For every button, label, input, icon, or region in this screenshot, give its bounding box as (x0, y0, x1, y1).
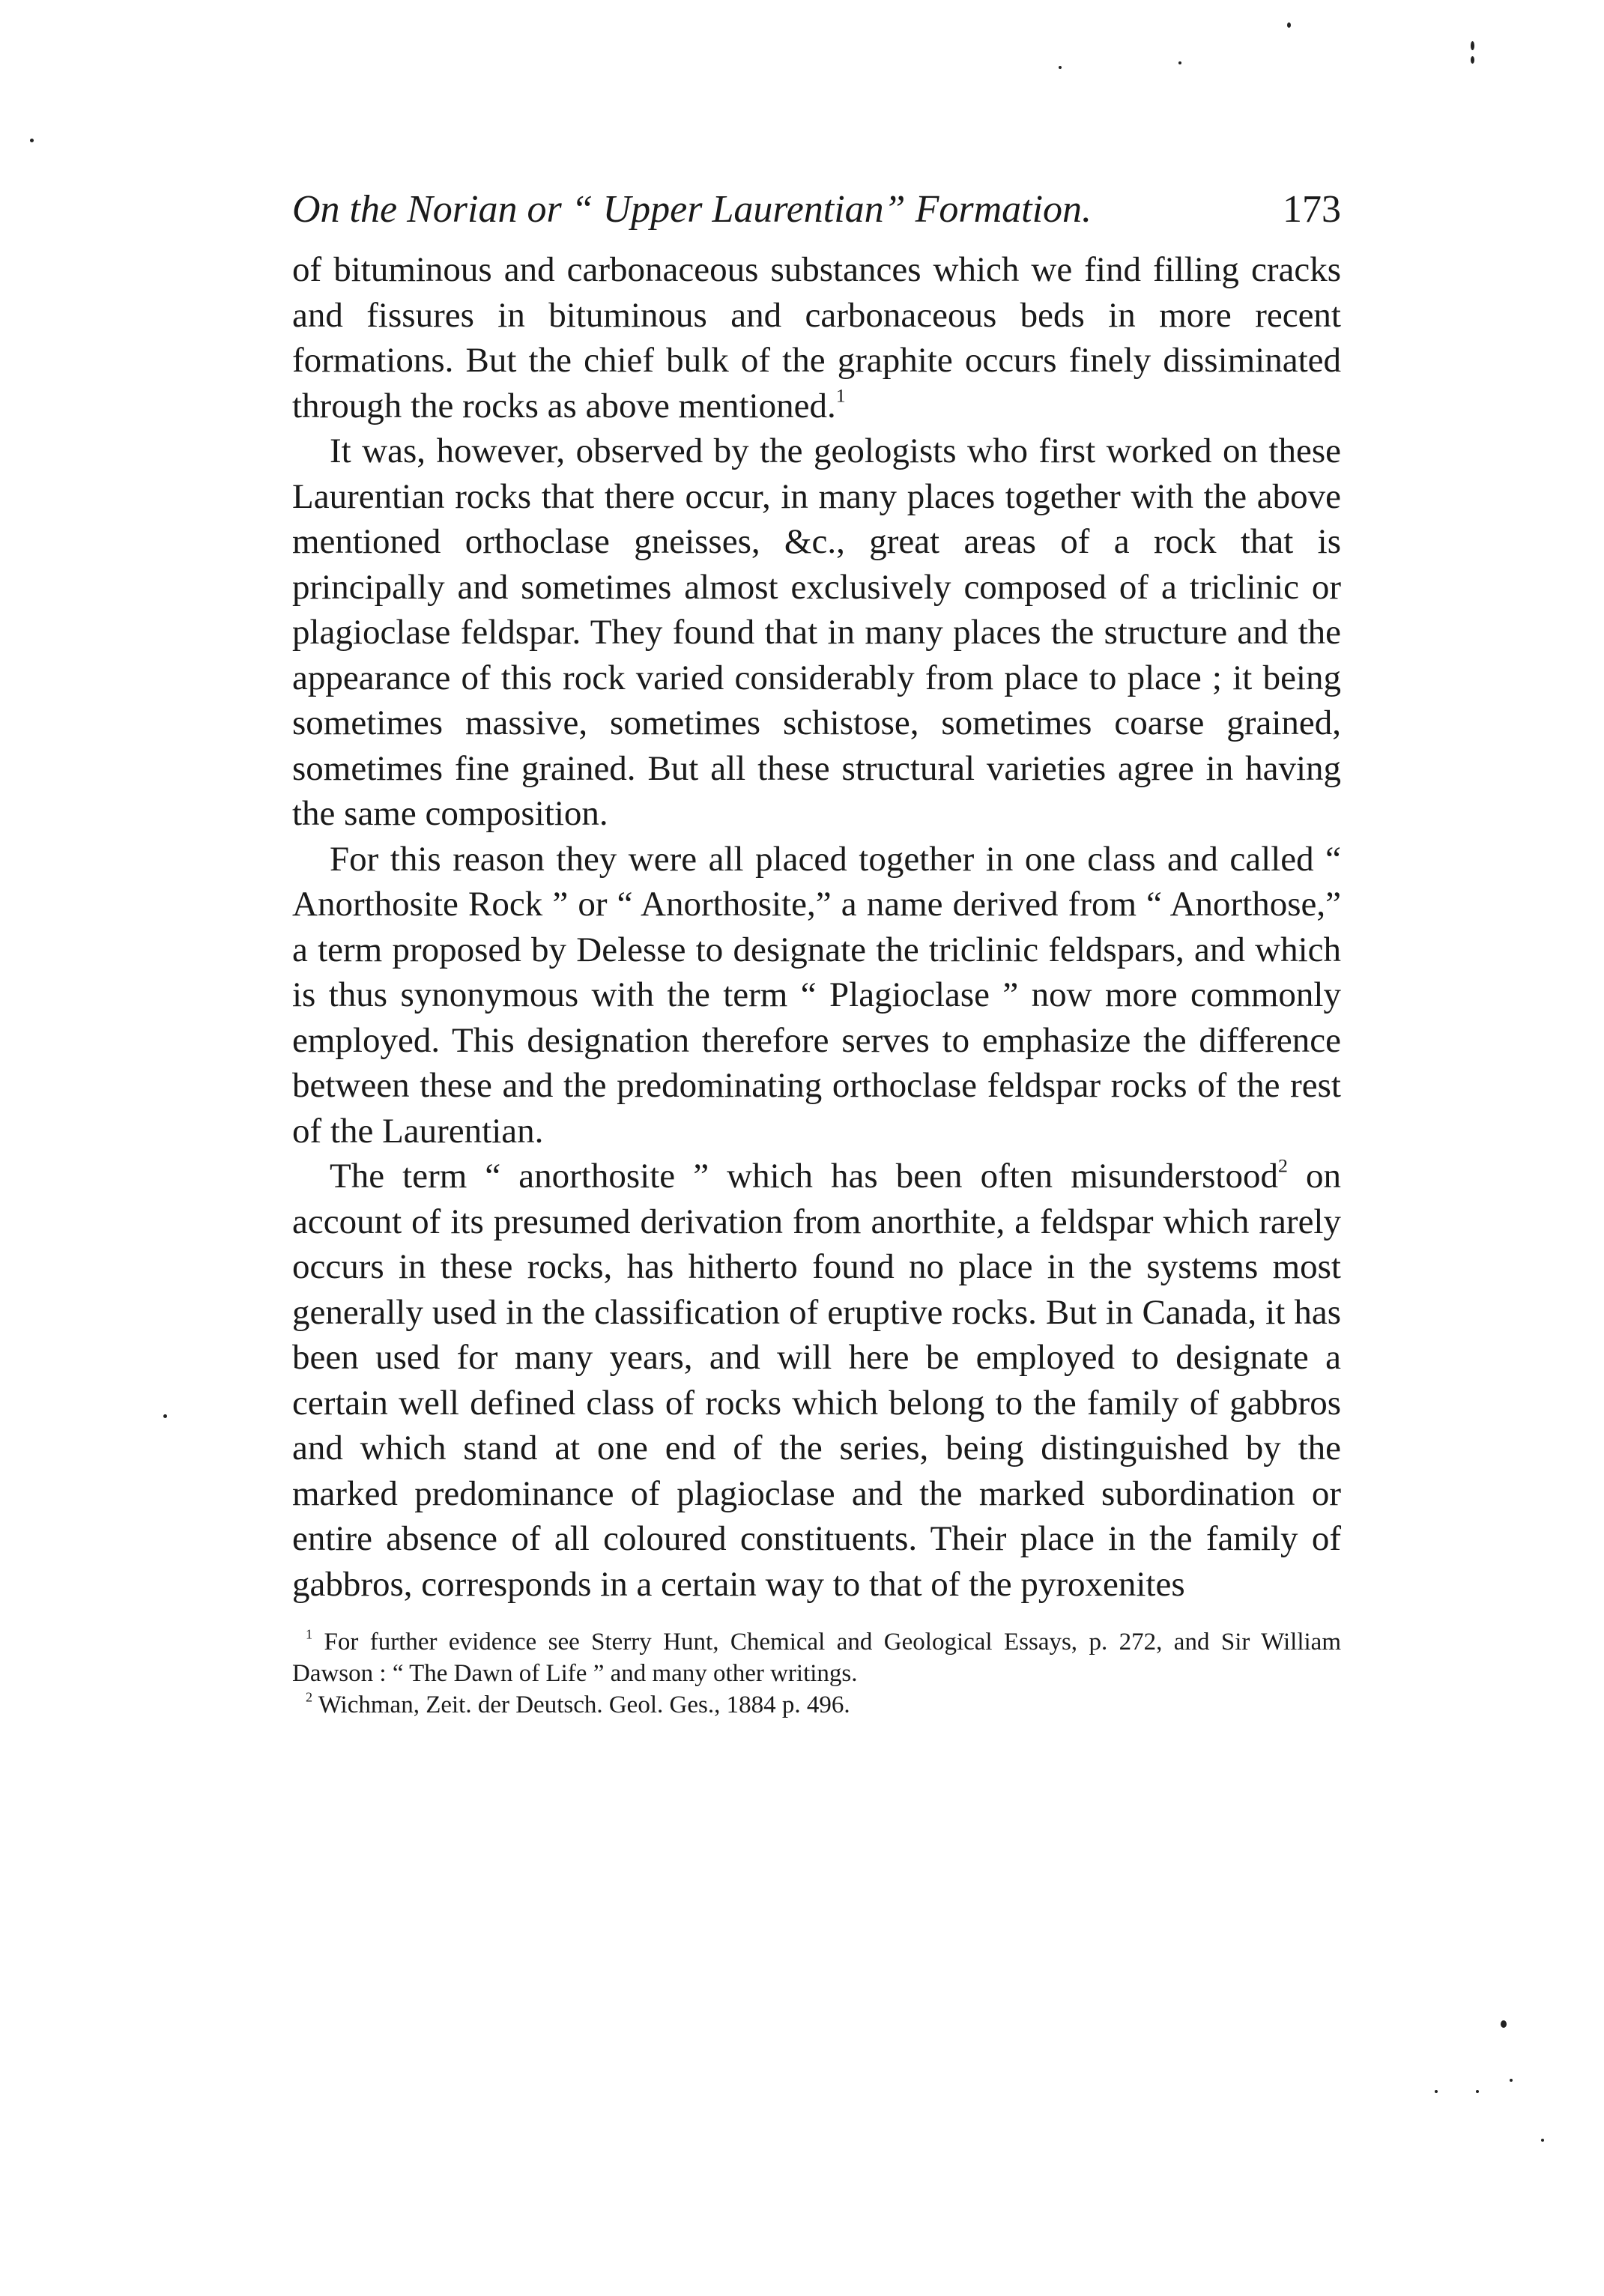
scan-speck (1501, 2020, 1507, 2028)
footnote-1 (292, 1626, 1341, 1689)
paragraph-text: of bituminous and carbonaceous substances which we find filling cracks and fissures in bituminous and carbonaceous beds in more recent formations. But the chief bulk of the graphite occurs finely dissiminated through the rocks as above mentioned. (292, 250, 1341, 425)
body-text (292, 247, 1341, 1607)
scan-speck (1287, 22, 1291, 28)
footnote-marker: 2 (306, 1689, 313, 1705)
running-head (292, 180, 1341, 240)
paragraph-text: It was, however, observed by the geologists who first worked on these Laurentian rocks that there occur, in many places together with the above mentioned orthoclase gneisses, &c., great areas of a rock that is principally and sometimes almost exclusively composed of a triclinic or plagioclase feldspar. They found that in many places the structure and the appearance of this rock varied considerably from place to place ; it being sometimes massive, sometimes schistose, sometimes coarse grained, sometimes fine grained. But all these structural varieties agree in having the same composition. (292, 431, 1341, 833)
paragraph-3 (292, 837, 1341, 1154)
scan-speck (30, 139, 34, 142)
scan-speck (163, 1414, 167, 1418)
footnote-reference: 2 (1278, 1154, 1288, 1177)
paragraph-text: on account of its presumed derivation from anorthite, a feldspar which rarely occurs in these rocks, has hitherto found no place in the systems most generally used in the classification of eruptive rocks. But in Canada, it has been used for many years, and will here be employed to designate a certain well defined class of rocks which belong to the family of gabbros and which stand at one end of the series, being distinguished by the marked predominance of plagioclase and the marked subordination or entire absence of all coloured constituents. Their place in the family of gabbros, corresponds in a certain way to that of the pyroxenites (292, 1157, 1341, 1604)
scan-speck (1541, 2139, 1544, 2142)
scan-speck (1471, 56, 1474, 64)
scan-speck (1059, 66, 1062, 69)
paragraph-text: For this reason they were all placed together in one class and called “ Anorthosite Rock ” or “ Anorthosite,” a name derived from “ Anorthose,” a term proposed by Delesse to designate the triclinic feldspars, and which is thus synonymous with the term “ Plagioclase ” now more commonly employed. This designation therefore serves to emphasize the difference between these and the predominating orthoclase feldspar rocks of the rest of the Laurentian. (292, 839, 1341, 1151)
footnote-marker: 1 (306, 1626, 313, 1642)
footnote-text: Wichman, Zeit. der Deutsch. Geol. Ges., 1884 p. 496. (312, 1691, 850, 1718)
footnote-text: For further evidence see Sterry Hunt, Chemical and Geological Essays, p. 272, and Sir William Dawson : “ The Dawn of Life ” and many other writings. (292, 1629, 1341, 1687)
footnotes (292, 1626, 1341, 1721)
paragraph-1 (292, 247, 1341, 428)
page-number: 173 (1283, 188, 1341, 231)
footnote-2 (292, 1689, 1341, 1721)
paragraph-text: The term “ anorthosite ” which has been often misunderstood (330, 1157, 1278, 1196)
footnote-reference: 1 (835, 384, 846, 406)
running-head-title: On the Norian or “ Upper Laurentian” Formation. (292, 188, 1092, 231)
scan-speck (1435, 2090, 1438, 2093)
scan-speck (1510, 2079, 1513, 2082)
paragraph-4 (292, 1154, 1341, 1607)
scan-speck (1471, 41, 1474, 50)
book-page (292, 180, 1341, 1721)
scan-speck (1476, 2090, 1479, 2093)
scan-speck (1178, 61, 1181, 64)
paragraph-2 (292, 428, 1341, 837)
